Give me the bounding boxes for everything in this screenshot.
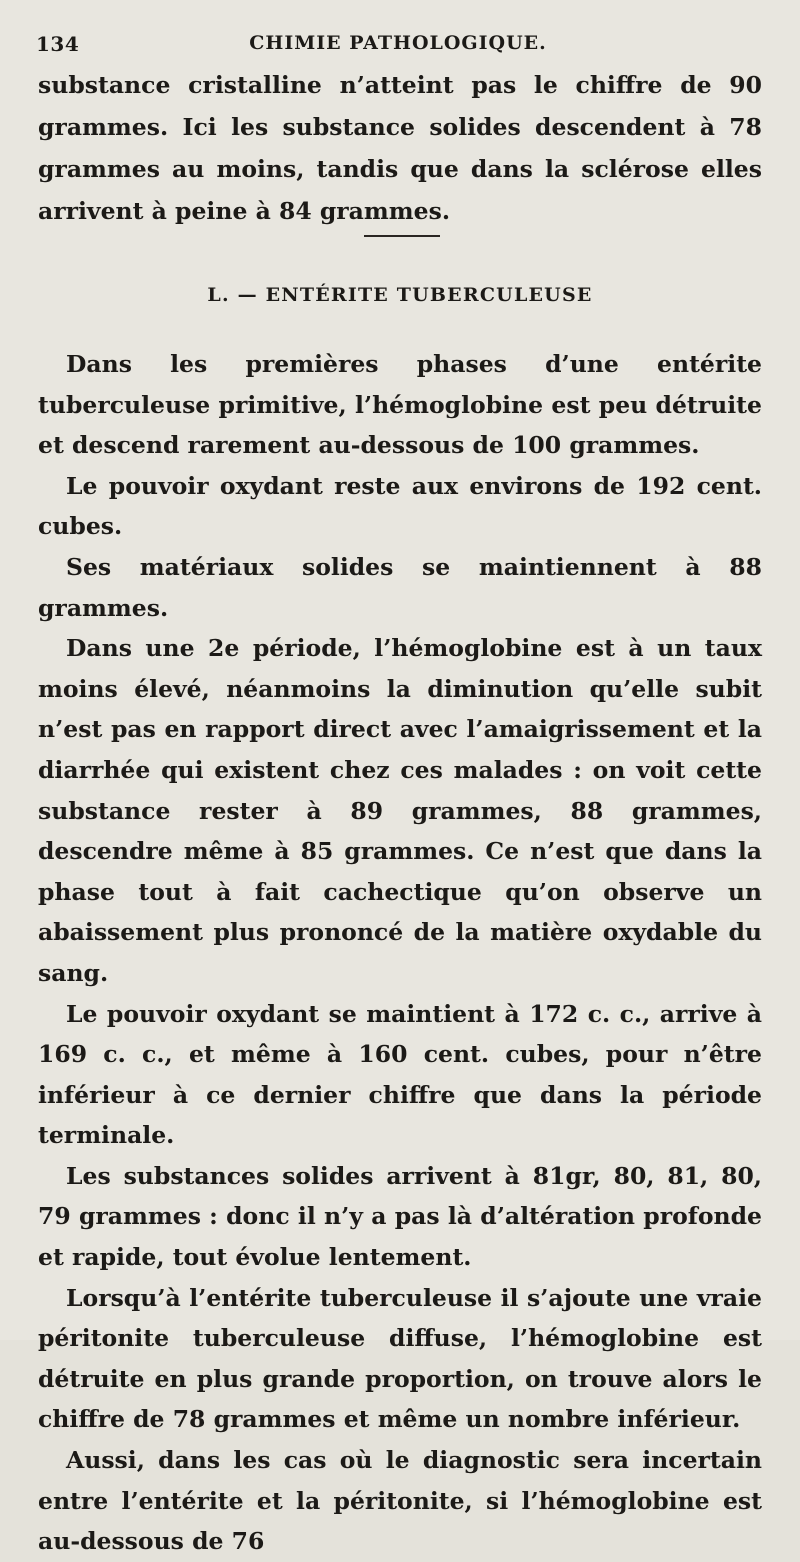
paragraph: Lorsqu’à l’entérite tuberculeuse il s’ajoute une vraie péritonite tuberculeuse diffuse, l’hémoglobine est détruite en plus grande proportion, on trouve alors le chiffre de 78 grammes et même un nombre inférieur. <box>38 1283 762 1434</box>
section-title: L. — ENTÉRITE TUBERCULEUSE <box>207 284 593 306</box>
paragraph: Aussi, dans les cas où le diagnostic sera incertain entre l’entérite et la péritonite, si l’hémoglobine est au-dessous de 76 <box>38 1446 762 1556</box>
section-body <box>38 344 762 1562</box>
running-head: CHIMIE PATHOLOGIQUE. <box>249 32 547 54</box>
paragraph: Ses matériaux solides se maintiennent à 88 grammes. <box>38 552 762 622</box>
page-number: 134 <box>36 32 80 56</box>
paragraph: Dans une 2e période, l’hémoglobine est à un taux moins élevé, néanmoins la diminution qu’elle subit n’est pas en rapport direct avec l’amaigrissement et la diarrhée qui existent chez ces malades : on voit cette substance rester à 89 grammes, 88 grammes, descendre même à 85 grammes. Ce n’est que dans la phase tout à fait cachectique qu’on observe un abaissement plus prononcé de la matière oxydable du sang. <box>38 634 762 987</box>
intro-paragraph-block <box>38 64 762 232</box>
paragraph: Le pouvoir oxydant reste aux environs de 192 cent. cubes. <box>38 471 762 541</box>
intro-paragraph: substance cristalline n’atteint pas le chiffre de 90 grammes. Ici les substance solides descendent à 78 grammes au moins, tandis que dans la sclérose elles arrivent à peine à 84 grammes. <box>38 71 762 225</box>
page-header <box>36 32 760 62</box>
paragraph: Le pouvoir oxydant se maintient à 172 c. c., arrive à 169 c. c., et même à 160 cent. cubes, pour n’être inférieur à ce dernier chiffre que dans la période terminale. <box>38 999 762 1150</box>
paragraph: Les substances solides arrivent à 81gr, 80, 81, 80, 79 grammes : donc il n’y a pas là d’altération profonde et rapide, tout évolue lentement. <box>38 1161 762 1272</box>
paragraph: Dans les premières phases d’une entérite tuberculeuse primitive, l’hémoglobine est peu détruite et descend rarement au-dessous de 100 grammes. <box>38 350 762 460</box>
section-divider <box>364 235 440 237</box>
